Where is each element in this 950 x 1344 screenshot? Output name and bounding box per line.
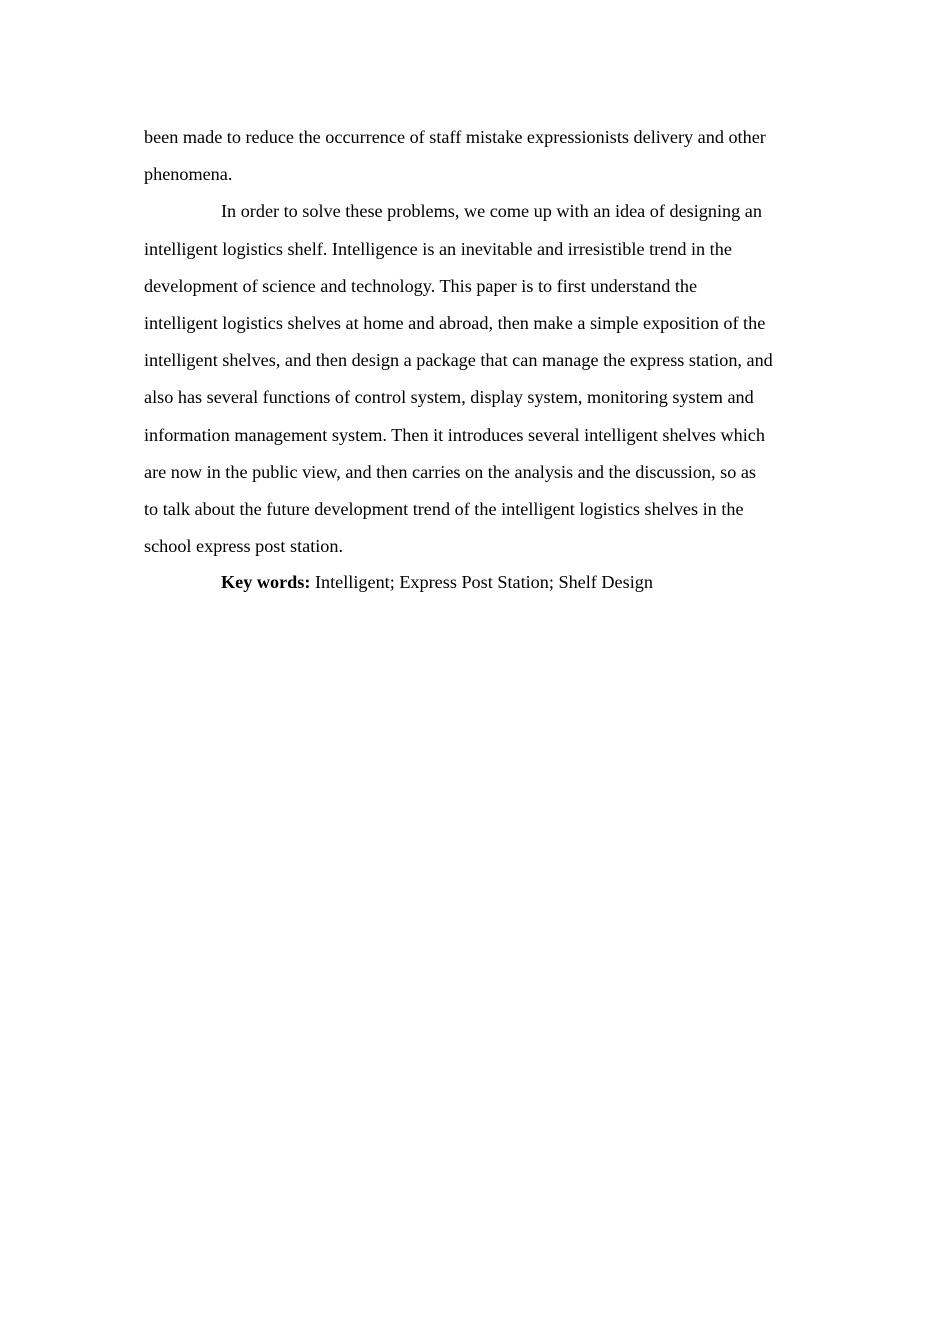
text-line: phenomena. [144, 164, 233, 185]
text-line: school express post station. [144, 536, 344, 557]
text-line: intelligent shelves, and then design a package that can manage the express station, and [144, 350, 773, 371]
text-line: been made to reduce the occurrence of staff mistake expressionists delivery and other [144, 127, 766, 147]
keywords-label: Key words: [221, 572, 311, 593]
text-line: development of science and technology. This paper is to first understand the [144, 275, 698, 296]
text-line: information management system. Then it introduces several intelligent shelves which [144, 424, 765, 445]
keywords-line [144, 564, 808, 601]
keywords-value: Intelligent; Express Post Station; Shelf Design [310, 572, 653, 593]
text-line: In order to solve these problems, we come up with an idea of designing an [221, 201, 762, 222]
text-line: are now in the public view, and then carries on the analysis and the discussion, so as [144, 461, 756, 482]
text-line: also has several functions of control system, display system, monitoring system and [144, 387, 754, 408]
document-body [144, 119, 808, 602]
text-line: intelligent logistics shelves at home and abroad, then make a simple exposition of the [144, 313, 766, 334]
text-line: to talk about the future development trend of the intelligent logistics shelves in the [144, 499, 744, 520]
text-line: intelligent logistics shelf. Intelligence is an inevitable and irresistible trend in the [144, 238, 732, 259]
abstract-paragraph [144, 193, 808, 565]
continued-paragraph [144, 119, 808, 193]
